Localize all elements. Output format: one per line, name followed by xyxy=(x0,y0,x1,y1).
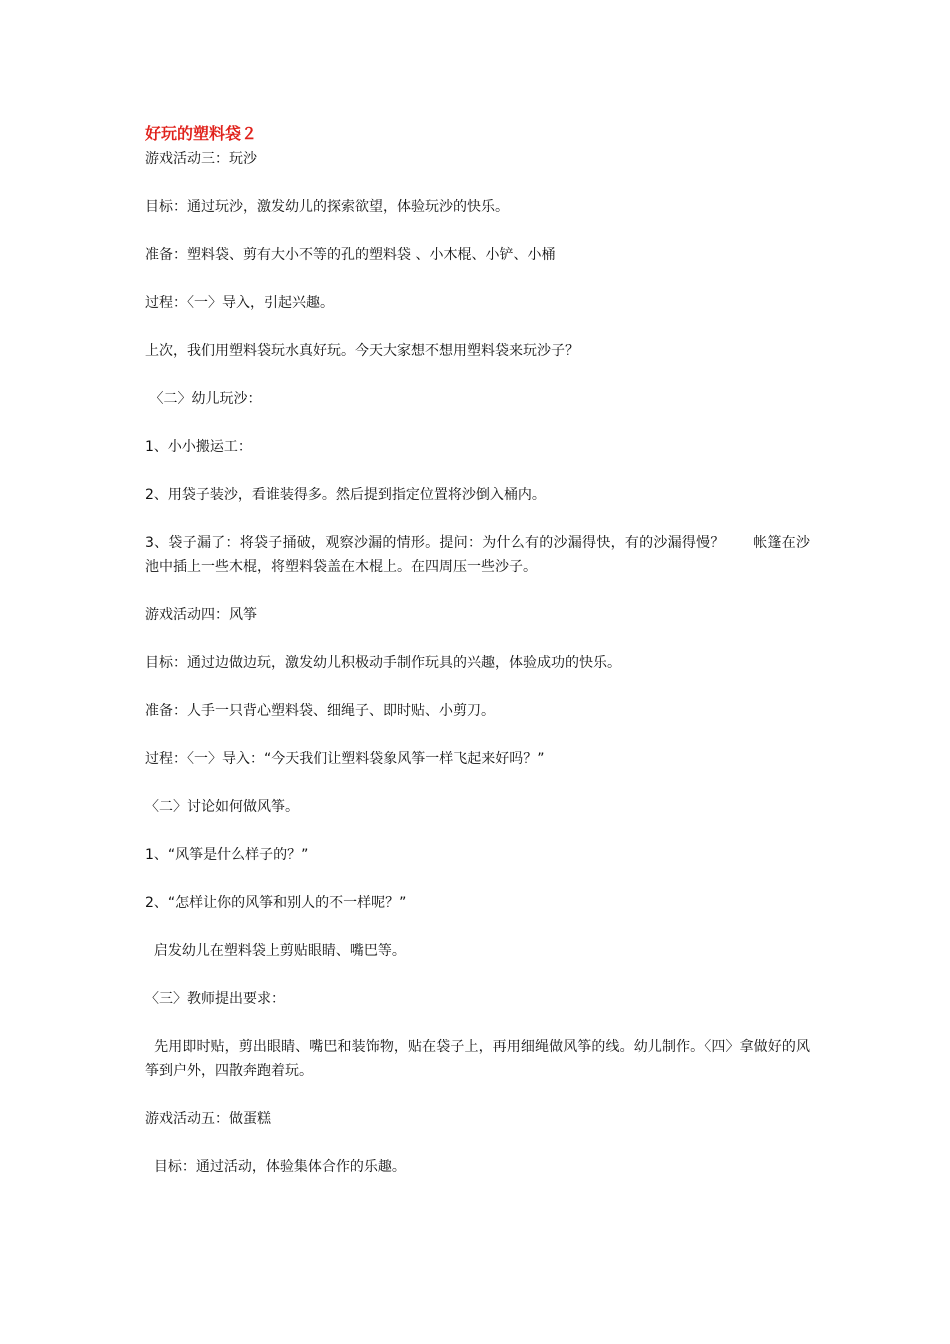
paragraph-requirements-kite: 〈三〉教师提出要求： xyxy=(145,991,285,1007)
paragraph-prep-kite: 准备：人手一只背心塑料袋、细绳子、即时贴、小剪刀。 xyxy=(145,703,495,719)
paragraph-step-two-sand: 〈二〉幼儿玩沙： xyxy=(145,391,262,407)
paragraph-prep-sand: 准备：塑料袋、剪有大小不等的孔的塑料袋 、小木棍、小铲、小桶 xyxy=(145,247,556,263)
paragraph-item-1-sand: 1、小小搬运工： xyxy=(145,439,252,455)
section-heading-activity-four: 游戏活动四：风筝 xyxy=(145,607,257,623)
paragraph-goal-cake: 目标：通过活动，体验集体合作的乐趣。 xyxy=(145,1159,406,1175)
paragraph-intro-sand: 上次，我们用塑料袋玩水真好玩。今天大家想不想用塑料袋来玩沙子？ xyxy=(145,343,579,359)
section-heading-activity-three: 游戏活动三：玩沙 xyxy=(145,151,257,167)
paragraph-item-2-kite: 2、“怎样让你的风筝和别人的不一样呢？” xyxy=(145,895,407,911)
paragraph-process-kite: 过程：〈一〉导入：“今天我们让塑料袋象风筝一样飞起来好吗？” xyxy=(145,751,545,767)
paragraph-inspire-kite: 启发幼儿在塑料袋上剪贴眼睛、嘴巴等。 xyxy=(145,943,406,959)
paragraph-goal-sand: 目标：通过玩沙，激发幼儿的探索欲望，体验玩沙的快乐。 xyxy=(145,199,509,215)
paragraph-make-kite: 先用即时贴，剪出眼睛、嘴巴和装饰物，贴在袋子上，再用细绳做风筝的线。幼儿制作。〈四〉拿做好的风筝到户外，四散奔跑着玩。 xyxy=(145,1039,811,1079)
document-title: 好玩的塑料袋２ xyxy=(145,124,258,143)
section-heading-activity-five: 游戏活动五：做蛋糕 xyxy=(145,1111,271,1127)
paragraph-goal-kite: 目标：通过边做边玩，激发幼儿积极动手制作玩具的兴趣，体验成功的快乐。 xyxy=(145,655,621,671)
paragraph-item-3-sand: 3、袋子漏了：将袋子捅破，观察沙漏的情形。提问：为什么有的沙漏得快，有的沙漏得慢？ 帐篷在沙池中插上一些木棍，将塑料袋盖在木棍上。在四周压一些沙子。 xyxy=(145,535,810,575)
paragraph-process-sand: 过程：〈一〉导入，引起兴趣。 xyxy=(145,295,334,311)
paragraph-item-1-kite: 1、“风筝是什么样子的？” xyxy=(145,847,309,863)
paragraph-item-2-sand: 2、用袋子装沙，看谁装得多。然后提到指定位置将沙倒入桶内。 xyxy=(145,487,546,503)
paragraph-discuss-kite: 〈二〉讨论如何做风筝。 xyxy=(145,799,299,815)
document-page xyxy=(145,122,810,1179)
